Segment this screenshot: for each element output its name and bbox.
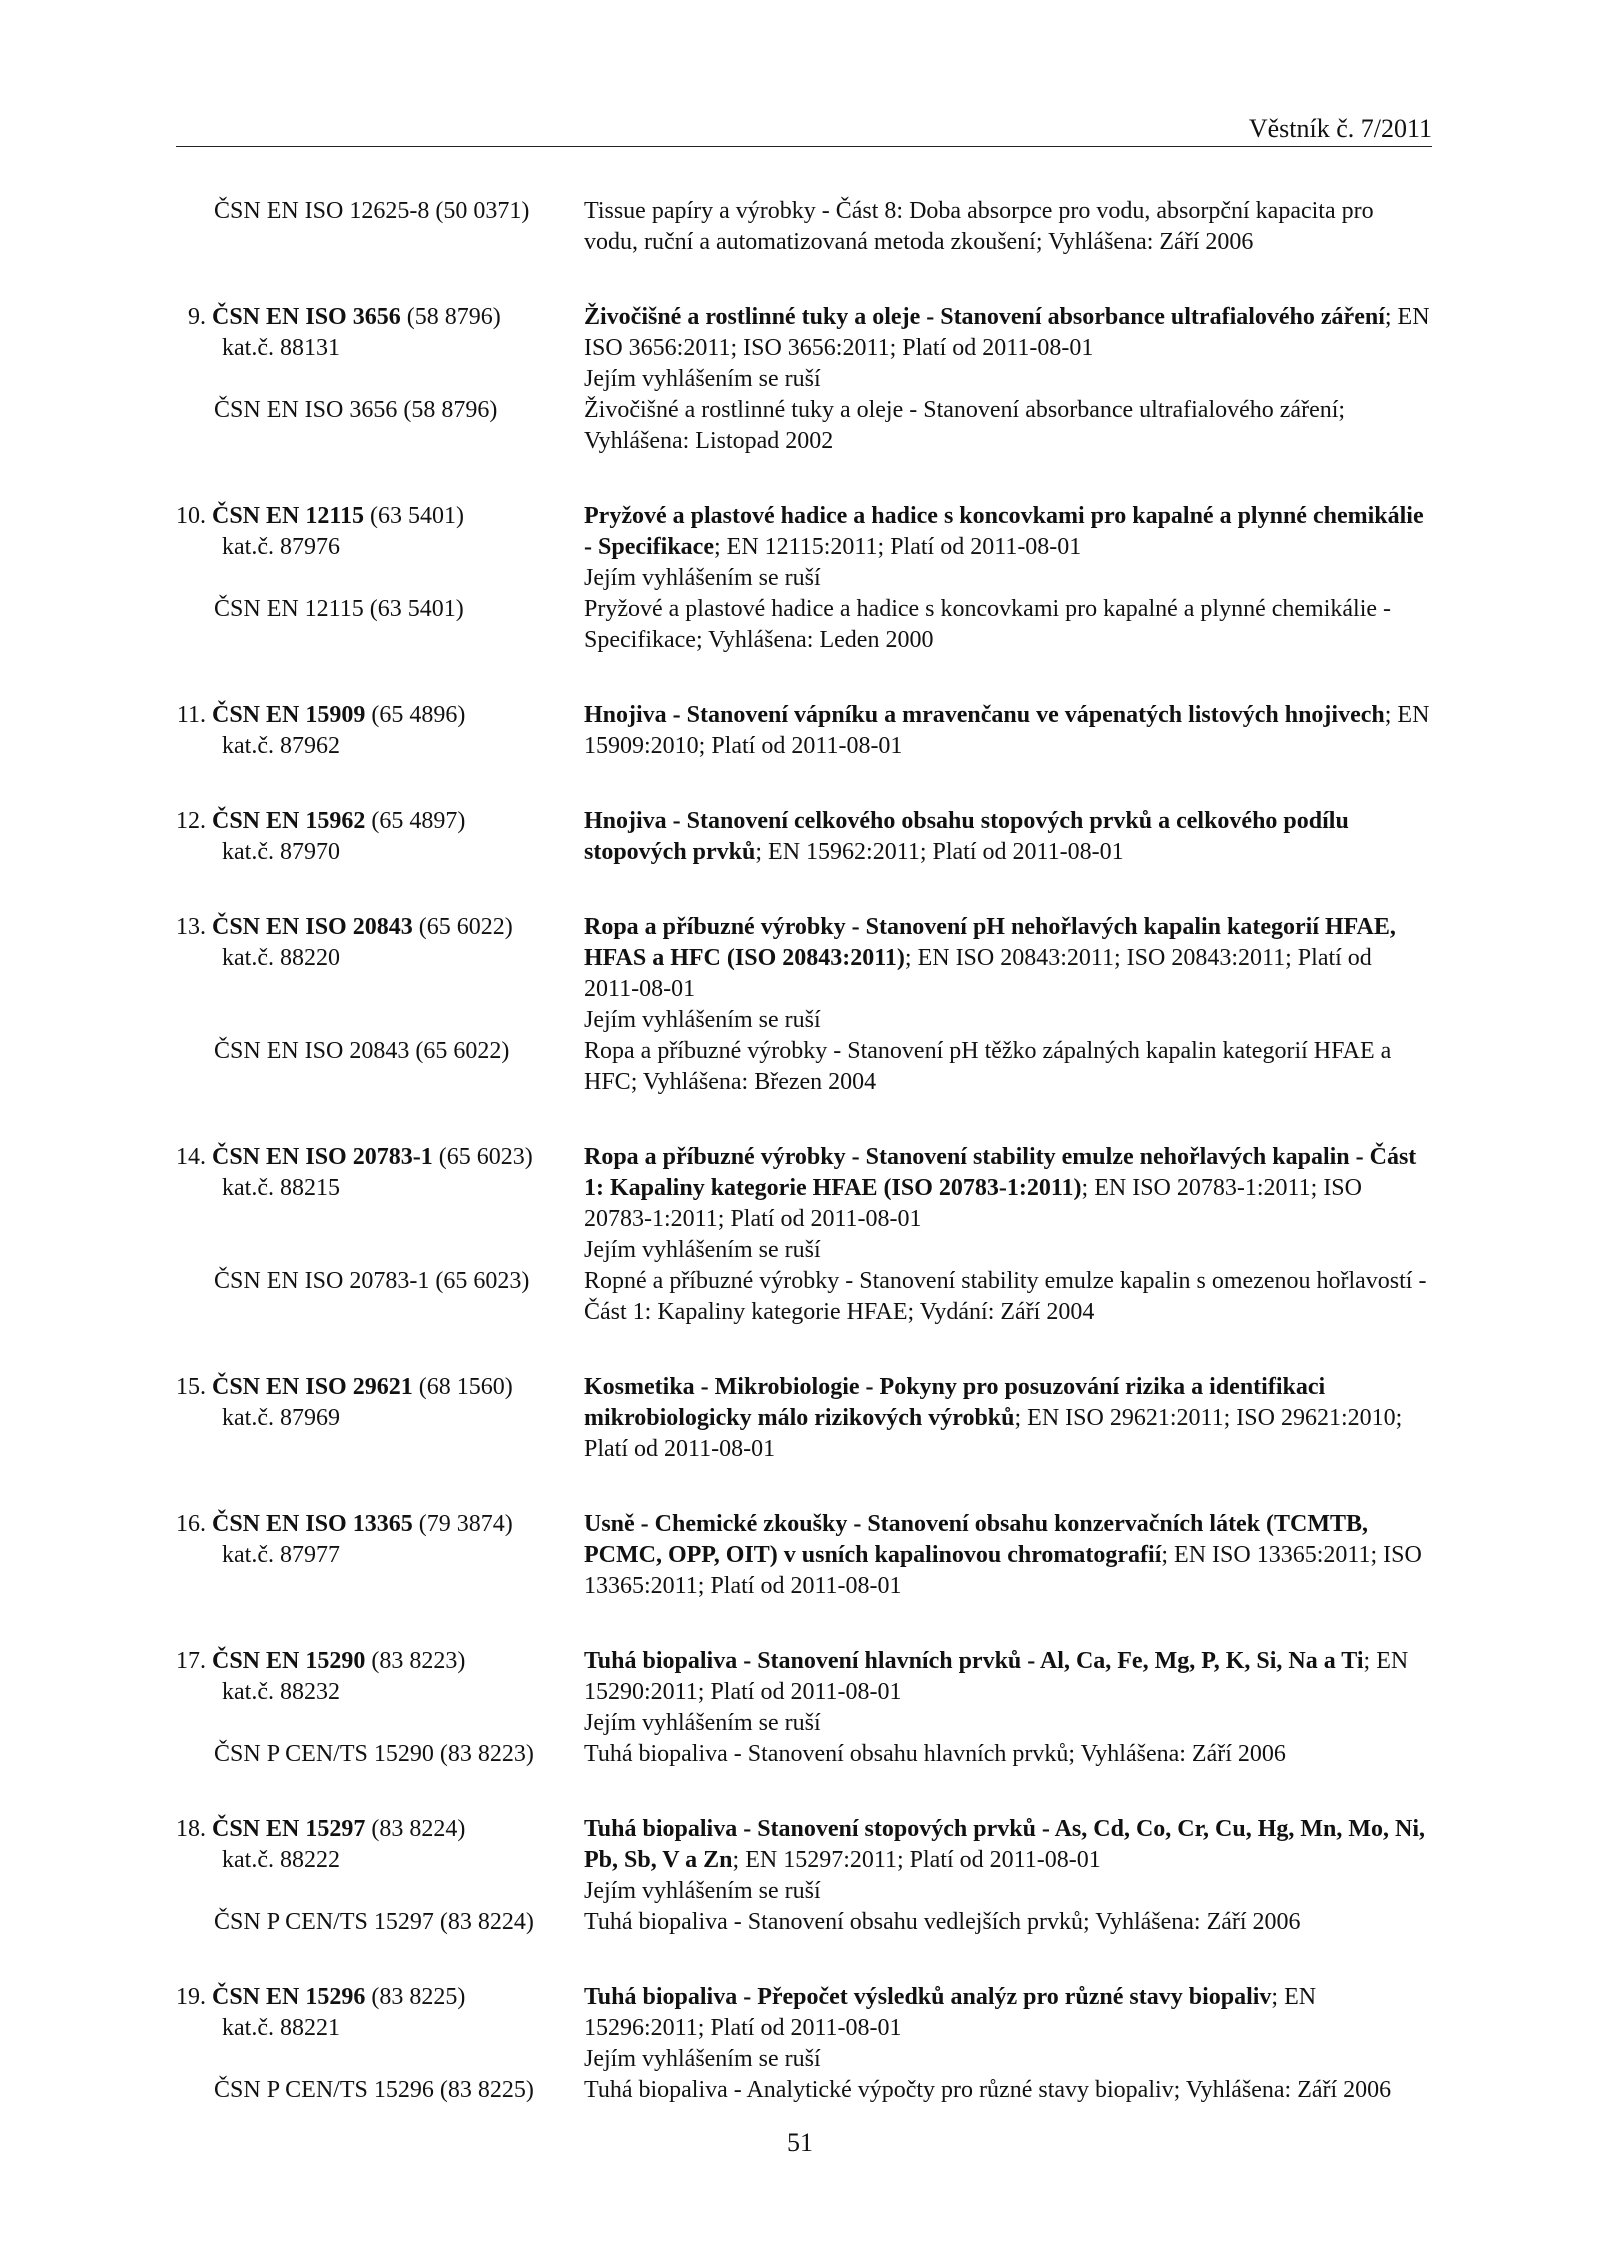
replaced-standard-code: ČSN EN ISO 3656 (58 8796) [214,397,498,423]
bulletin-title: Věstník č. 7/2011 [1248,114,1432,143]
standard-title: Usně - Chemické zkoušky - Stanovení obsahu konzervačních látek (TCMTB, PCMC, OPP, OIT) v usních kapalinovou chromatografií [584,1511,1369,1568]
standard-entry [176,1509,1432,1602]
standard-details: ; EN 15962:2011; Platí od 2011-08-01 [755,839,1124,865]
standard-entry [176,912,1432,1098]
classification-code: (83 8225) [365,1984,466,2010]
classification-code: (65 6022) [412,914,513,940]
standard-code: ČSN EN 15962 [212,808,366,834]
standard-details: ; EN 15296:2011; Platí od 2011-08-01 [584,1984,1317,2041]
standard-title: Tuhá biopaliva - Stanovení stopových prvků - As, Cd, Co, Cr, Cu, Hg, Mn, Mo, Ni, Pb, Sb, V a Zn [584,1816,1426,1873]
standard-entry [176,806,1432,868]
replaced-standard-code: ČSN P CEN/TS 15296 (83 8225) [214,2077,534,2103]
standard-entry [176,1646,1432,1770]
standard-details: ; EN 15297:2011; Platí od 2011-08-01 [732,1847,1101,1873]
catalog-number: kat.č. 87977 [222,1542,340,1568]
replaced-standard-text: Tuhá biopaliva - Stanovení obsahu vedlejších prvků; Vyhlášena: Září 2006 [584,1909,1301,1935]
standard-title: Hnojiva - Stanovení vápníku a mravenčanu ve vápenatých listových hnojivech [584,702,1385,728]
standard-details: ; EN 12115:2011; Platí od 2011-08-01 [713,534,1082,560]
classification-code: (63 5401) [364,503,465,529]
standard-details: ; EN ISO 20843:2011; ISO 20843:2011; Platí od 2011-08-01 [584,945,1372,1002]
standard-title: Tuhá biopaliva - Stanovení hlavních prvků - Al, Ca, Fe, Mg, P, K, Si, Na a Ti [584,1648,1364,1674]
standard-details: ; EN ISO 3656:2011; ISO 3656:2011; Platí od 2011-08-01 [584,304,1430,361]
standard-entry [176,1982,1432,2106]
standard-description [584,1509,1432,1602]
standard-details: ; EN ISO 13365:2011; ISO 13365:2011; Platí od 2011-08-01 [584,1542,1422,1599]
standard-code: ČSN EN ISO 20783-1 [212,1144,433,1170]
catalog-number: kat.č. 88222 [222,1847,340,1873]
running-header [176,112,1432,147]
replaced-standard-code: ČSN P CEN/TS 15297 (83 8224) [214,1909,534,1935]
cancellation-note: Jejím vyhlášením se ruší [584,366,821,392]
catalog-number: kat.č. 88232 [222,1679,340,1705]
entry-number: 15. [176,1374,206,1400]
standard-code: ČSN EN 15290 [212,1648,366,1674]
standard-description [584,806,1432,868]
standard-entry [176,1372,1432,1465]
replaced-standard-text: Tuhá biopaliva - Stanovení obsahu hlavních prvků; Vyhlášena: Září 2006 [584,1741,1286,1767]
standard-title: Ropa a příbuzné výrobky - Stanovení stability emulze nehořlavých kapalin - Část 1: Kapaliny kategorie HFAE (ISO 20783-1:2011) [584,1144,1417,1201]
standard-details: ; EN 15909:2010; Platí od 2011-08-01 [584,702,1430,759]
standard-description [584,1814,1432,1876]
standard-title: Tuhá biopaliva - Přepočet výsledků analýz pro různé stavy biopaliv [584,1984,1272,2010]
standard-code: ČSN EN 15296 [212,1984,366,2010]
entry-number: 11. [176,702,206,728]
cancellation-note: Jejím vyhlášením se ruší [584,565,821,591]
cancellation-note: Jejím vyhlášením se ruší [584,2046,821,2072]
classification-code: (83 8224) [365,1816,466,1842]
classification-code: (65 4896) [365,702,466,728]
standard-code: ČSN EN ISO 13365 [212,1511,413,1537]
entry-number: 12. [176,808,206,834]
standard-title: Pryžové a plastové hadice a hadice s koncovkami pro kapalné a plynné chemikálie - Specifikace [584,503,1424,560]
cancellation-note: Jejím vyhlášením se ruší [584,1237,821,1263]
continued-entry [176,196,1432,258]
replaced-standard-text: Tuhá biopaliva - Analytické výpočty pro různé stavy biopaliv; Vyhlášena: Září 2006 [584,2077,1392,2103]
replaced-standard-code: ČSN P CEN/TS 15290 (83 8223) [214,1741,534,1767]
replaced-standard-text: Ropa a příbuzné výrobky - Stanovení pH těžko zápalných kapalin kategorií HFAE a HFC; Vyhlášena: Březen 2004 [584,1038,1392,1095]
standard-description [584,1646,1432,1708]
replaced-standard-code: ČSN EN ISO 20843 (65 6022) [214,1038,510,1064]
standards-list [176,196,1432,2106]
standard-entry [176,700,1432,762]
entry-number: 13. [176,914,206,940]
standard-title: Hnojiva - Stanovení celkového obsahu stopových prvků a celkového podílu stopových prvků [584,808,1349,865]
cancellation-note: Jejím vyhlášením se ruší [584,1007,821,1033]
standard-description [584,1372,1432,1465]
standard-description [584,1142,1432,1235]
standard-code: ČSN EN 15297 [212,1816,366,1842]
replaced-standard-text: Živočišné a rostlinné tuky a oleje - Stanovení absorbance ultrafialového záření; Vyhlášena: Listopad 2002 [584,397,1346,454]
standard-title: Živočišné a rostlinné tuky a oleje - Stanovení absorbance ultrafialového záření [584,304,1385,330]
catalog-number: kat.č. 87976 [222,534,340,560]
standard-code: ČSN EN 15909 [212,702,366,728]
classification-code: (68 1560) [412,1374,513,1400]
classification-code: (58 8796) [400,304,501,330]
cancellation-note: Jejím vyhlášením se ruší [584,1878,821,1904]
catalog-number: kat.č. 88215 [222,1175,340,1201]
cancellation-note: Jejím vyhlášením se ruší [584,1710,821,1736]
entry-number: 18. [176,1816,206,1842]
entry-number: 17. [176,1648,206,1674]
entry-number: 16. [176,1511,206,1537]
standard-title: Kosmetika - Mikrobiologie - Pokyny pro posuzování rizika a identifikaci mikrobiologicky málo rizikových výrobků [584,1374,1326,1431]
entry-number: 19. [176,1984,206,2010]
entry-number: 9. [188,304,206,330]
entry-number: 14. [176,1144,206,1170]
catalog-number: kat.č. 87970 [222,839,340,865]
classification-code: (65 6023) [432,1144,533,1170]
standard-entry [176,1142,1432,1328]
standard-description [584,1982,1432,2044]
standard-code: ČSN EN ISO 3656 [212,304,401,330]
classification-code: (83 8223) [365,1648,466,1674]
catalog-number: kat.č. 88131 [222,335,340,361]
standard-code: ČSN EN ISO 29621 [212,1374,413,1400]
replaced-standard-text: Pryžové a plastové hadice a hadice s koncovkami pro kapalné a plynné chemikálie - Specifikace; Vyhlášena: Leden 2000 [584,596,1392,653]
standard-details: ; EN 15290:2011; Platí od 2011-08-01 [584,1648,1409,1705]
page-number: 51 [787,2128,813,2157]
standard-description [584,302,1432,364]
standard-details: ; EN ISO 20783-1:2011; ISO 20783-1:2011; Platí od 2011-08-01 [584,1175,1362,1232]
standard-entry [176,302,1432,457]
standard-code: ČSN EN 12115 [212,503,365,529]
standard-description [584,700,1432,762]
catalog-number: kat.č. 87969 [222,1405,340,1431]
catalog-number: kat.č. 88221 [222,2015,340,2041]
classification-code: (65 4897) [365,808,466,834]
catalog-number: kat.č. 87962 [222,733,340,759]
classification-code: (79 3874) [412,1511,513,1537]
old-standard-code: ČSN EN ISO 12625-8 (50 0371) [214,198,530,224]
replaced-standard-text: Ropné a příbuzné výrobky - Stanovení stability emulze kapalin s omezenou hořlavostí - Část 1: Kapaliny kategorie HFAE; Vydání: Září 2004 [584,1268,1427,1325]
standard-description [584,501,1432,563]
old-standard-text: Tissue papíry a výrobky - Část 8: Doba absorpce pro vodu, absorpční kapacita pro vodu, ruční a automatizovaná metoda zkoušení; Vyhlášena: Září 2006 [584,198,1374,255]
entry-number: 10. [176,503,206,529]
replaced-standard-code: ČSN EN ISO 20783-1 (65 6023) [214,1268,530,1294]
standard-details: ; EN ISO 29621:2011; ISO 29621:2010; Platí od 2011-08-01 [584,1405,1403,1462]
standard-entry [176,1814,1432,1938]
catalog-number: kat.č. 88220 [222,945,340,971]
standard-entry [176,501,1432,656]
replaced-standard-code: ČSN EN 12115 (63 5401) [214,596,464,622]
standard-code: ČSN EN ISO 20843 [212,914,413,940]
standard-description [584,912,1432,1005]
standard-title: Ropa a příbuzné výrobky - Stanovení pH nehořlavých kapalin kategorií HFAE, HFAS a HFC (ISO 20843:2011) [584,914,1396,971]
